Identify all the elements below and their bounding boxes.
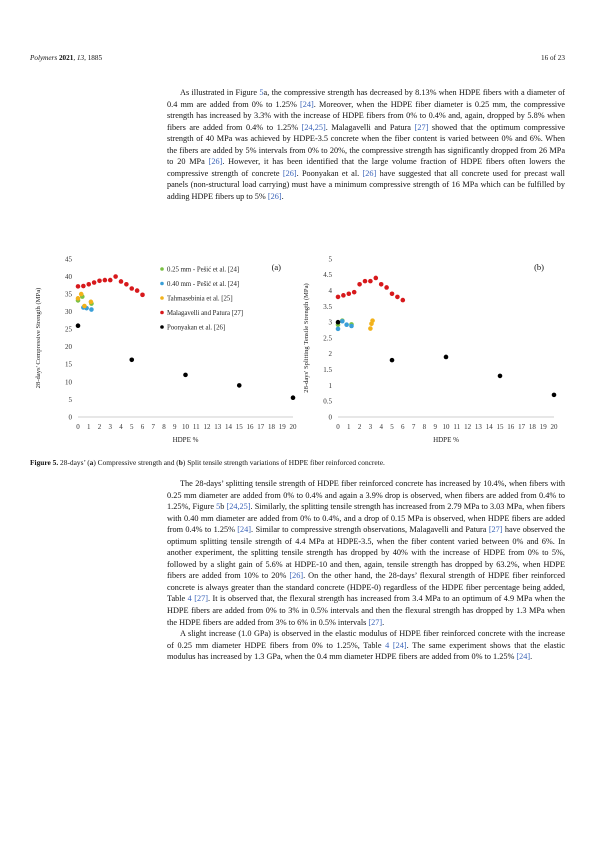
x-tick-label: 11 [192, 423, 200, 431]
data-point [129, 286, 134, 291]
citation-link[interactable]: [26] [208, 157, 223, 167]
journal-volume: 13 [76, 54, 85, 62]
data-point [368, 326, 373, 331]
y-tick-label: 15 [65, 360, 72, 369]
y-tick-label: 20 [65, 343, 72, 352]
page-header [30, 54, 565, 66]
paragraph-tensile [167, 478, 565, 663]
caption-label: Figure 5. [30, 458, 59, 467]
data-point [370, 318, 375, 323]
data-point [89, 307, 94, 312]
paragraph-text: As illustrated in Figure 5a, the compressive strength has decreased by 8.13% when HDPE fibers with a diameter of 0.4 mm are added from 0% to 1.25% [24]. Moreover, when the HDPE fiber diameter is 0.25 mm, the compressive strength has increased by 3.3% with the increase of HDPE fibers from 0% to 0.4% and, again, dropped by 5.8% when fibers are added from 0.4% to 1.25% [24,25]. Malagavelli and Patura [27] showed that the optimum compressive strength of 40 MPa was achieved by HDPE-3.5 concrete when the fiber content is varied between 0% and 6%. When the fibers are added by 5% intervals from 0% to 20%, the compressive strength has significantly dropped from 26 MPa to 20 MPa [26]. However, it has been identified that the large volume fraction of HDPE fibers often lowers the compressive strength of concrete [26]. Poonyakan et al. [26] have suggested that all concrete used for precast wall panels (non-structural load carrying) must have a minimum compressive strength of 16 MPa which can be fulfilled by adding HDPE fibers up to 5% [26]. [167, 88, 565, 201]
x-tick-label: 20 [289, 423, 297, 431]
x-tick-label: 8 [162, 423, 166, 431]
y-tick-label: 45 [65, 255, 72, 264]
legend-label: Poonyakan et al. [26] [167, 324, 226, 332]
data-point [347, 291, 352, 296]
citation-link[interactable]: 5 [259, 88, 264, 97]
data-point [498, 374, 503, 379]
data-point [357, 282, 362, 287]
chart-splitting-tensile [300, 246, 565, 451]
x-tick-label: 6 [140, 423, 145, 431]
x-tick-label: 5 [130, 423, 134, 431]
data-point [237, 383, 242, 388]
x-tick-label: 10 [442, 423, 450, 431]
data-point [390, 291, 395, 296]
x-tick-label: 7 [151, 423, 155, 431]
x-tick-label: 18 [268, 423, 275, 431]
paragraph-compressive [167, 87, 565, 202]
chart-b-svg [300, 246, 565, 451]
x-tick-label: 2 [97, 423, 102, 431]
x-tick-label: 9 [433, 423, 437, 431]
data-point [113, 274, 118, 279]
x-tick-label: 12 [464, 423, 472, 431]
chart-a-svg [30, 246, 298, 451]
x-tick-label: 18 [528, 423, 536, 431]
y-tick-label: 4 [328, 287, 332, 295]
data-point [395, 295, 400, 300]
legend-label: 0.25 mm - Pešić et al. [24] [167, 266, 240, 274]
x-tick-label: 14 [225, 423, 232, 431]
x-tick-label: 11 [453, 423, 461, 431]
y-axis-label: 28-days' Splitting Tensile Strength (MPa) [303, 283, 310, 393]
x-tick-label: 13 [474, 423, 482, 431]
legend-marker [160, 267, 164, 271]
citation-link[interactable]: [24,25] [301, 122, 326, 132]
data-point [79, 292, 84, 297]
legend-marker [160, 282, 164, 286]
x-tick-label: 3 [368, 423, 373, 431]
y-tick-label: 4.5 [323, 271, 332, 280]
citation-link[interactable]: 4 [187, 594, 192, 604]
panel-label: (b) [534, 262, 544, 272]
data-point [86, 282, 91, 287]
data-point [76, 323, 81, 328]
legend-marker [160, 311, 164, 315]
citation-link[interactable]: [26] [362, 168, 377, 178]
data-point [76, 296, 81, 301]
x-tick-label: 5 [390, 423, 394, 431]
data-point [336, 320, 341, 325]
data-point [135, 288, 140, 293]
x-tick-label: 19 [539, 423, 547, 431]
citation-link[interactable]: [26] [289, 571, 304, 581]
x-tick-label: 15 [235, 423, 243, 431]
citation-link[interactable]: [24,25] [226, 502, 251, 512]
caption-a: a [89, 458, 94, 467]
journal-citation [30, 54, 102, 62]
x-tick-label: 0 [76, 423, 80, 431]
citation-link[interactable]: [27] [488, 525, 503, 535]
paragraph-text: A slight increase (1.0 GPa) is observed in the elastic modulus of HDPE fiber reinforced concrete with the increase of 0.25 mm diameter HDPE fibers from 0% to 1.25%, Table 4 [24]. The same experiment shows that the elastic modulus has increased by 1.3 GPa, when the 0.4 mm diameter HDPE fibers are added from 0% to 1.25% [24]. [167, 629, 566, 662]
y-axis-label: 28-days' Compressive Strength (MPa) [35, 287, 42, 389]
y-tick-label: 40 [65, 272, 72, 281]
citation-link[interactable]: [27] [368, 617, 383, 627]
paragraph-text: The 28-days’ splitting tensile strength of HDPE fiber reinforced concrete has increased by 10.4%, when fibers with 0.25 mm diameter are added from 0% to 0.4% and again a 3.9% drop is observed, when fibers are added from 0.4% to 1.25%, Figure 5b [24,25]. Similarly, the splitting tensile strength has increased from 2.79 MPa to 3.03 MPa, when fibers with 0.40 mm diameter are added from 0% to 0.4%, and a drop of 0.15 MPa is observed, when HDPE fibers are added from 0.4% to 1.25% [24]. Similar to compressive strength observations, Malagavelli and Patura [27] have observed the optimum splitting tensile strength of 4.4 MPa at HDPE-3.5, when the fiber content varied between 0% and 6%. In another experiment, the splitting tensile strength has dropped by 40% with the increase of HDPE from 0% to 5%, followed by a slight gain of 5.6% at HDPE-10 and then, again, tensile strength has dropped by 63.2%, when HDPE fibers are added from 10% to 20% [26]. On the other hand, the 28-days’ flexural strength of HDPE fiber reinforced concrete is always greater than the standard concrete (HDPE-0) regardless of the HDPE fiber percentage being added, Table 4 [27]. It is observed that, the flexural strength has increased from 3.4 MPa to an optimum of 4.9 MPa when the HDPE fibers are added from 0% to 3% in 0.5% intervals and then the flexural strength has dropped by 1.3 MPa when the HDPE fibers are added from 3% to 6% in 0.5% intervals [27]. [167, 479, 566, 627]
x-tick-label: 20 [550, 423, 558, 431]
data-point [336, 295, 341, 300]
x-tick-label: 6 [401, 423, 405, 431]
data-point [89, 300, 94, 305]
citation-link[interactable]: [24] [392, 640, 407, 650]
x-tick-label: 16 [246, 423, 254, 431]
x-tick-label: 14 [485, 423, 493, 431]
citation-link[interactable]: 4 [385, 640, 390, 650]
citation-link[interactable]: [26] [282, 168, 297, 178]
data-point [124, 282, 129, 287]
y-tick-label: 2.5 [323, 334, 332, 343]
y-tick-label: 5 [68, 395, 72, 404]
citation-link[interactable]: 5 [216, 502, 221, 512]
citation-link[interactable]: [27] [194, 594, 208, 604]
x-tick-label: 2 [357, 423, 362, 431]
x-tick-label: 16 [507, 423, 515, 431]
x-tick-label: 1 [87, 423, 91, 431]
legend-label: Tahmasebinia et al. [25] [167, 295, 233, 303]
y-tick-label: 3.5 [323, 302, 332, 311]
data-point [340, 319, 345, 324]
caption-text-3: ) Split tensile strength variations of HDPE fiber reinforced concrete. [182, 458, 385, 467]
data-point [119, 279, 124, 284]
data-point [374, 276, 379, 281]
data-point [444, 355, 449, 360]
x-tick-label: 7 [411, 423, 416, 431]
citation-link[interactable]: [24] [300, 99, 314, 109]
y-tick-label: 0.5 [323, 397, 332, 406]
y-tick-label: 35 [65, 290, 72, 299]
data-point [384, 285, 389, 290]
y-tick-label: 10 [65, 378, 72, 387]
y-tick-label: 30 [65, 308, 72, 317]
y-tick-label: 25 [65, 325, 72, 334]
data-point [341, 293, 346, 298]
figure-caption [30, 458, 565, 467]
x-tick-label: 17 [257, 423, 265, 431]
caption-b: b [178, 458, 183, 467]
x-tick-label: 9 [173, 423, 177, 431]
panel-label: (a) [271, 262, 281, 272]
citation-link[interactable]: [27] [414, 122, 429, 132]
x-tick-label: 15 [496, 423, 504, 431]
journal-details: , 13, 1885 [73, 54, 103, 62]
data-point [390, 358, 395, 363]
x-tick-label: 12 [203, 423, 211, 431]
citation-link[interactable]: [24] [237, 525, 252, 535]
data-point [349, 324, 354, 329]
data-point [363, 279, 368, 284]
x-tick-label: 17 [518, 423, 526, 431]
y-tick-label: 0 [68, 413, 72, 422]
legend-label: Malagavelli and Patura [27] [167, 309, 244, 317]
x-axis-label: HDPE % [433, 436, 459, 444]
data-point [183, 373, 188, 378]
data-point [92, 280, 97, 285]
journal-name: Polymers [30, 54, 58, 62]
page-number: 16 of 23 [541, 54, 565, 62]
data-point [103, 278, 108, 283]
y-tick-label: 2 [328, 350, 332, 359]
data-point [352, 290, 357, 295]
citation-link[interactable]: [24] [516, 652, 531, 662]
data-point [81, 284, 86, 289]
legend-label: 0.40 mm - Pešić et al. [24] [167, 280, 240, 288]
data-point [401, 298, 406, 303]
x-axis-label: HDPE % [172, 436, 199, 444]
x-tick-label: 13 [214, 423, 222, 431]
caption-text-1: 28-days’ ( [58, 458, 90, 467]
x-tick-label: 0 [336, 423, 340, 431]
y-tick-label: 3 [328, 318, 332, 327]
data-point [129, 357, 134, 362]
data-point [76, 284, 81, 289]
data-point [379, 282, 384, 287]
x-tick-label: 3 [108, 423, 112, 431]
x-tick-label: 4 [379, 423, 383, 431]
chart-compressive-strength [30, 246, 298, 451]
x-tick-label: 4 [119, 423, 123, 431]
data-point [344, 322, 349, 327]
y-tick-label: 5 [328, 255, 332, 264]
data-point [368, 279, 373, 284]
data-point [82, 304, 87, 309]
data-point [552, 393, 557, 398]
journal-year: 2021 [58, 54, 74, 62]
data-point [108, 278, 113, 283]
y-tick-label: 1.5 [323, 366, 332, 374]
x-tick-label: 1 [347, 423, 351, 431]
x-tick-label: 8 [422, 423, 427, 431]
data-point [140, 293, 145, 298]
y-tick-label: 0 [328, 413, 332, 422]
data-point [291, 395, 296, 400]
caption-text-2: ) Compressive strength and ( [93, 458, 179, 467]
data-point [336, 327, 341, 332]
legend-marker [160, 296, 164, 300]
citation-link[interactable]: [26] [267, 191, 282, 201]
legend-marker [160, 325, 164, 329]
y-tick-label: 1 [328, 381, 332, 390]
x-tick-label: 19 [278, 423, 286, 431]
data-point [97, 278, 102, 283]
x-tick-label: 10 [182, 423, 189, 431]
